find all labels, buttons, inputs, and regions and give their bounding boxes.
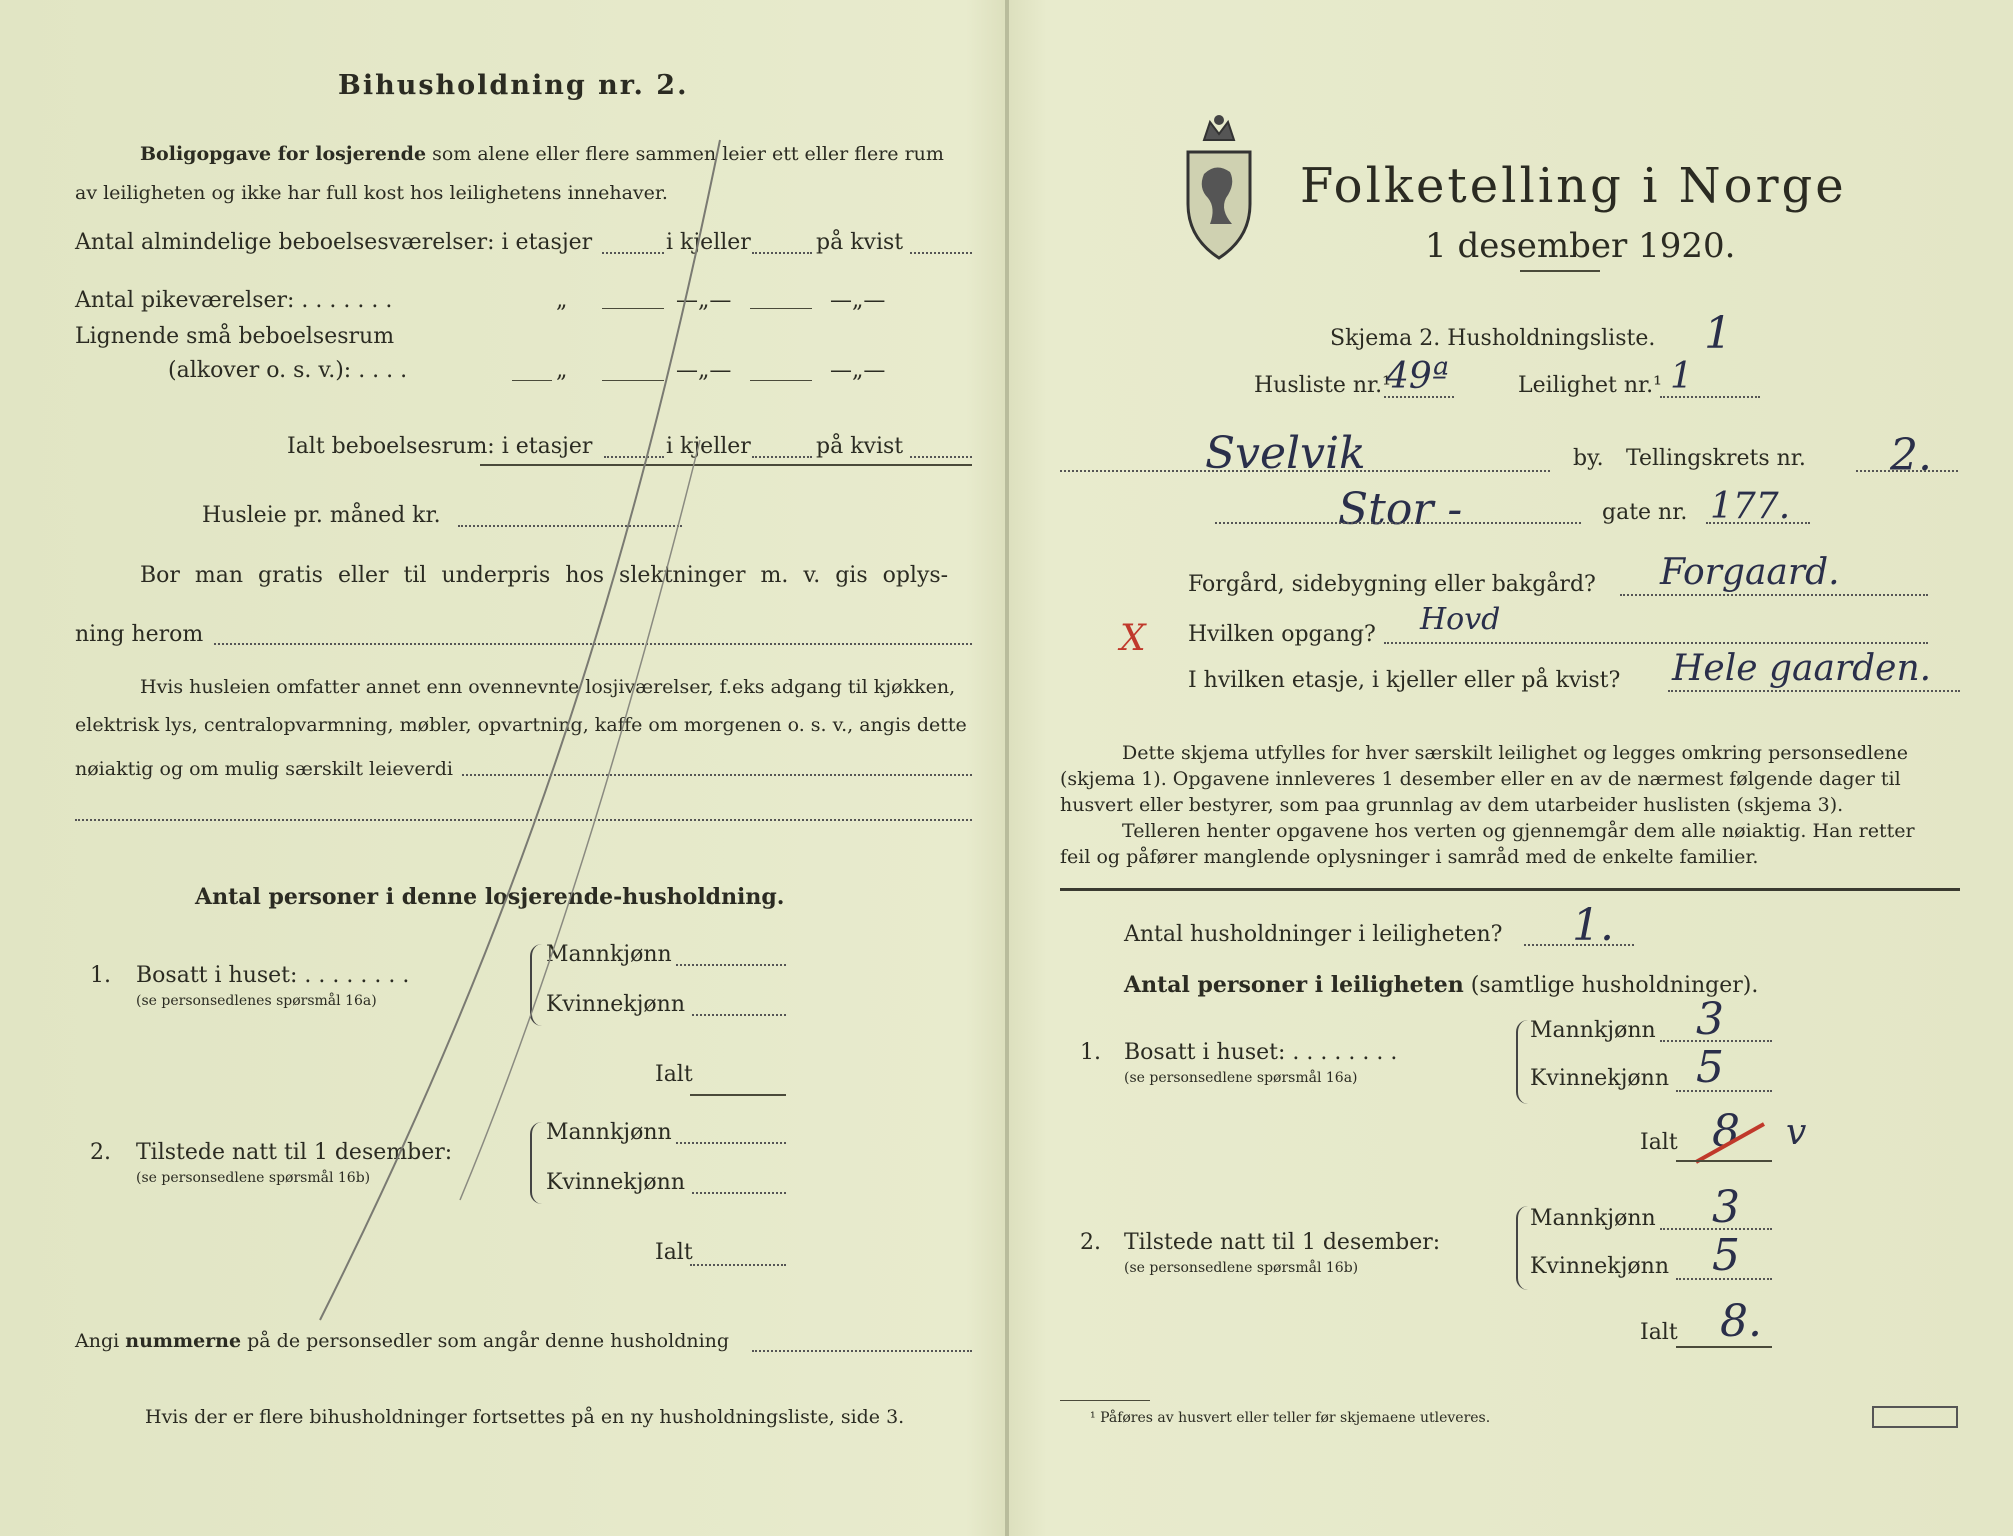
left-item2-ialt-label: Ialt (655, 1240, 693, 1265)
right-item1-kvinne-value[interactable]: 5 (1696, 1042, 1724, 1093)
left-item1-num: 1. (90, 963, 111, 988)
left-footer: Hvis der er flere bihusholdninger fortsettes på en ny husholdningsliste, side 3. (145, 1406, 905, 1428)
krets-label: Tellingskrets nr. (1626, 446, 1806, 471)
right-item2-label: Tilstede natt til 1 desember: (1124, 1230, 1441, 1255)
angi-rest: på de personsedler som angår denne husholdning (247, 1330, 730, 1352)
ialt-kjeller-field[interactable] (752, 456, 812, 458)
left-item2-sub: (se personsedlene spørsmål 16b) (136, 1170, 371, 1186)
by-field (1060, 470, 1550, 472)
right-item1-ialt-value[interactable]: 8 (1712, 1106, 1740, 1157)
instr-line-5: feil og påfører manglende oplysninger i samråd med de enkelte familier. (1060, 846, 1759, 868)
hvis-line-2: elektrisk lys, centralopvarmning, møbler, opvartning, kaffe om morgenen o. s. v., angis dette (75, 714, 967, 736)
gratis-line-2: ning herom (75, 622, 204, 647)
opgang-field (1384, 642, 1928, 644)
pike-label: Antal pikeværelser: . . . . . . . (75, 288, 393, 313)
small-kjeller-field[interactable] (750, 380, 812, 381)
instr-line-3: husvert eller bestyrer, som paa grunnlag av dem utarbeider huslisten (skjema 3). (1060, 794, 1844, 816)
rooms-kvist-field[interactable] (910, 252, 972, 254)
husholdninger-label: Antal husholdninger i leiligheten? (1124, 922, 1503, 947)
right-item1-ialt-label: Ialt (1640, 1130, 1678, 1155)
right-item1-label: Bosatt i huset: . . . . . . . . (1124, 1040, 1398, 1065)
left-item2-kvinne-label: Kvinnekjønn (546, 1170, 685, 1195)
opgang-label: Hvilken opgang? (1188, 622, 1376, 647)
forgaard-field (1620, 594, 1928, 596)
ialt-kvist-field[interactable] (910, 456, 972, 458)
angi-bold: nummerne (125, 1330, 242, 1352)
left-item1-sub: (se personsedlenes spørsmål 16a) (136, 993, 377, 1009)
leilighet-label: Leilighet nr.¹ (1518, 373, 1662, 398)
left-item1-kvinne-label: Kvinnekjønn (546, 992, 685, 1017)
pencil-stroke (300, 100, 750, 1340)
skjema-value[interactable]: 1 (1704, 308, 1732, 359)
husleie-label: Husleie pr. måned kr. (202, 503, 441, 528)
instr-line-2: (skjema 1). Opgavene innleveres 1 desember eller en av de nærmest følgende dager til (1060, 768, 1901, 790)
right-item1-mann-value[interactable]: 3 (1696, 994, 1724, 1045)
intro-rest: som alene eller flere sammen leier ett eller flere rum (432, 143, 944, 165)
rooms-label: Antal almindelige beboelsesværelser: i etasjer (75, 230, 593, 255)
right-item2-kvinne-field (1676, 1278, 1772, 1280)
right-date: 1 desember 1920. (1425, 226, 1736, 266)
page-fold (1005, 0, 1009, 1536)
gate-nr-value[interactable]: 177. (1710, 486, 1791, 527)
husholdninger-field (1524, 944, 1634, 946)
gate-value[interactable]: Stor - (1338, 484, 1463, 535)
rooms-kvist-label: på kvist (816, 230, 904, 255)
right-title: Folketelling i Norge (1300, 158, 1847, 214)
pike-ditto-2: —„— (676, 288, 732, 313)
section-rule (1060, 888, 1960, 891)
husliste-field (1384, 396, 1454, 398)
leilighet-value[interactable]: 1 (1670, 356, 1693, 397)
etasje-field (1668, 690, 1960, 692)
pike-ditto-3: —„— (830, 288, 886, 313)
husholdninger-value[interactable]: 1. (1572, 900, 1614, 951)
left-title: Bihusholdning nr. 2. (338, 70, 689, 101)
hvis-line-3: nøiaktig og om mulig særskilt leieverdi (75, 758, 453, 780)
etasje-value[interactable]: Hele gaarden. (1672, 648, 1932, 689)
red-x-mark: X (1120, 618, 1146, 659)
right-item1-sub: (se personsedlene spørsmål 16a) (1124, 1070, 1358, 1086)
small-ditto-3: —„— (830, 358, 886, 383)
right-item2-mann-value[interactable]: 3 (1712, 1182, 1740, 1233)
date-underline (1520, 270, 1600, 272)
right-item1-check: v (1786, 1112, 1807, 1153)
krets-value[interactable]: 2. (1890, 430, 1932, 481)
intro-line2: av leiligheten og ikke har full kost hos leilighetens innehaver. (75, 182, 668, 204)
footnote-rule (1060, 1400, 1150, 1401)
husliste-label: Husliste nr.¹ (1254, 373, 1391, 398)
right-item1-kvinne-label: Kvinnekjønn (1530, 1066, 1669, 1091)
right-persons-heading (1124, 972, 1758, 998)
right-item2-ialt-value[interactable]: 8. (1720, 1296, 1762, 1347)
left-item1-ialt-label: Ialt (655, 1062, 693, 1087)
small-rooms-label-2: (alkover o. s. v.): . . . . (168, 358, 408, 383)
by-label: by. (1573, 446, 1604, 471)
gate-field (1215, 522, 1581, 524)
hvis-line-1: Hvis husleien omfatter annet enn ovennevnte losjiværelser, f.eks adgang til kjøkken, (140, 676, 956, 698)
left-persons-heading: Antal personer i denne losjerende-husholdning. (195, 884, 785, 910)
right-item1-mann-label: Mannkjønn (1530, 1018, 1656, 1043)
right-item2-mann-label: Mannkjønn (1530, 1206, 1656, 1231)
right-persons-rest: (samtlige husholdninger). (1470, 973, 1759, 998)
forgaard-label: Forgård, sidebygning eller bakgård? (1188, 572, 1596, 597)
right-item1-num: 1. (1080, 1040, 1101, 1065)
krets-field (1856, 470, 1958, 472)
angi-pre: Angi (75, 1330, 120, 1352)
ialt-kjeller-label: i kjeller (666, 434, 751, 459)
ialt-kvist-label: på kvist (816, 434, 904, 459)
small-ditto-2: —„— (676, 358, 732, 383)
instr-line-4: Telleren henter opgavene hos verten og gjennemgår dem alle nøiaktig. Han retter (1122, 820, 1915, 842)
instr-line-1: Dette skjema utfylles for hver særskilt leilighet og legges omkring personsedlene (1122, 742, 1908, 764)
forgaard-value[interactable]: Forgaard. (1660, 552, 1840, 593)
right-item2-kvinne-value[interactable]: 5 (1712, 1230, 1740, 1281)
pike-ditto-1: „ (556, 288, 568, 313)
right-item2-brace (1516, 1206, 1528, 1290)
skjema-label: Skjema 2. Husholdningsliste. (1330, 326, 1656, 351)
right-item1-ialt-field (1676, 1160, 1772, 1162)
right-item2-ialt-label: Ialt (1640, 1320, 1678, 1345)
right-item1-kvinne-field (1676, 1090, 1772, 1092)
left-item1-mann-label: Mannkjønn (546, 942, 672, 967)
angi-field[interactable] (752, 1350, 972, 1352)
etasje-label: I hvilken etasje, i kjeller eller på kvist? (1188, 668, 1621, 693)
gratis-line-1: Bor man gratis eller til underpris hos slektninger m. v. gis oplys- (140, 563, 949, 588)
gate-nr-field (1706, 522, 1810, 524)
right-item2-num: 2. (1080, 1230, 1101, 1255)
left-item2-mann-label: Mannkjønn (546, 1120, 672, 1145)
gate-label: gate nr. (1602, 500, 1688, 525)
right-persons-bold: Antal personer i leiligheten (1124, 972, 1464, 998)
left-item2-num: 2. (90, 1140, 111, 1165)
intro-bold: Boligopgave for losjerende (140, 143, 427, 165)
pike-kjeller-field[interactable] (750, 308, 812, 309)
footnote: ¹ Påføres av husvert eller teller før skjemaene utleveres. (1090, 1410, 1491, 1426)
opgang-value[interactable]: Hovd (1420, 602, 1501, 637)
coat-of-arms-icon (1180, 112, 1258, 262)
printer-stamp-icon (1872, 1406, 1958, 1428)
rooms-kjeller-label: i kjeller (666, 230, 751, 255)
ialt-rooms-label: Ialt beboelsesrum: i etasjer (287, 434, 593, 459)
right-item2-ialt-field (1676, 1346, 1772, 1348)
right-item1-brace (1516, 1020, 1528, 1104)
right-item2-sub: (se personsedlene spørsmål 16b) (1124, 1260, 1359, 1276)
left-item2-label: Tilstede natt til 1 desember: (136, 1140, 453, 1165)
small-ditto-1: „ (556, 358, 568, 383)
leilighet-field (1660, 396, 1760, 398)
right-item2-kvinne-label: Kvinnekjønn (1530, 1254, 1669, 1279)
rooms-kjeller-field[interactable] (752, 252, 812, 254)
left-item1-label: Bosatt i huset: . . . . . . . . (136, 963, 410, 988)
by-value[interactable]: Svelvik (1205, 428, 1366, 479)
small-rooms-label-1: Lignende små beboelsesrum (75, 324, 395, 349)
husliste-value[interactable]: 49ª (1386, 356, 1449, 397)
